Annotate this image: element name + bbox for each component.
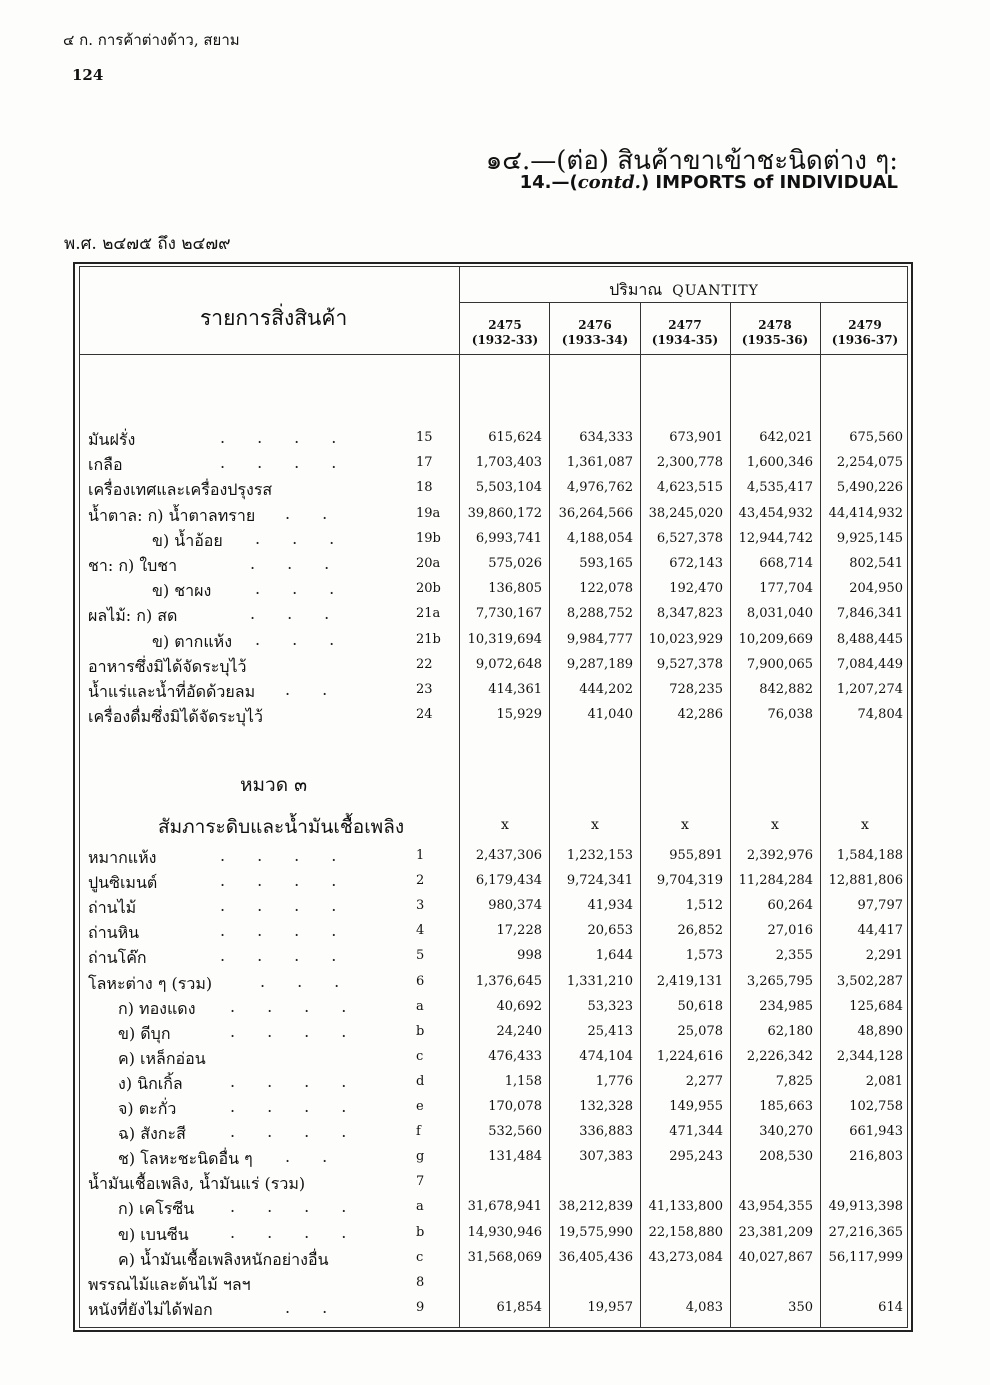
- quantity-cell: 7,084,449: [836, 656, 903, 672]
- leader-dots: . . . .: [230, 1071, 347, 1091]
- row-label: พรรณไม้และต้นไม้ ฯลฯ: [88, 1274, 251, 1294]
- quantity-cell: 6,993,741: [475, 530, 542, 546]
- quantity-cell: 2,392,976: [746, 848, 813, 863]
- quantity-cell: 474,104: [579, 1048, 633, 1064]
- leader-dots: . .: [285, 503, 328, 523]
- quantity-cell: 575,026: [488, 556, 542, 571]
- row-code: 19b: [416, 530, 441, 546]
- row-code: c: [416, 1249, 424, 1265]
- quantity-cell: 43,454,932: [738, 505, 813, 521]
- row-code: d: [416, 1073, 425, 1089]
- quantity-cell: 41,133,800: [648, 1199, 723, 1215]
- quantity-cell: 136,805: [488, 581, 542, 597]
- row-code: 20a: [416, 556, 441, 571]
- quantity-cell: 40,692: [496, 998, 542, 1014]
- row-label: ก) เคโรซีน: [118, 1199, 195, 1219]
- quantity-cell: 2,081: [865, 1073, 903, 1089]
- quantity-cell: 593,165: [579, 556, 633, 571]
- quantity-cell: 3,502,287: [836, 973, 903, 989]
- quantity-cell: 1,376,645: [475, 973, 542, 989]
- row-label: ข) ชาผง: [152, 581, 212, 601]
- quantity-cell: 234,985: [759, 998, 813, 1014]
- quantity-cell: 8,347,823: [656, 606, 723, 622]
- quantity-cell: 998: [517, 948, 542, 964]
- quantity-cell: 10,209,669: [738, 631, 813, 647]
- section-title: สัมภาระดิบและน้ำมันเชื้อเพลิง: [158, 816, 405, 838]
- quantity-cell: 9,527,378: [656, 656, 723, 672]
- quantity-cell: 336,883: [579, 1124, 633, 1140]
- table-row: [0, 428, 990, 453]
- table-row: [0, 1172, 990, 1197]
- quantity-cell: 471,344: [669, 1124, 723, 1140]
- table-row: [0, 579, 990, 604]
- row-label: ถ่านไม้: [88, 898, 137, 918]
- leader-dots: . . . .: [220, 871, 337, 891]
- quantity-cell: 2,291: [865, 948, 903, 964]
- quantity-cell: 672,143: [669, 556, 723, 571]
- table-row: [0, 504, 990, 529]
- quantity-cell: 340,270: [759, 1124, 813, 1140]
- row-label: ข) ดีบุก: [118, 1023, 171, 1043]
- quantity-cell: 5,503,104: [475, 480, 542, 496]
- quantity-cell: 6,179,434: [475, 873, 542, 889]
- table-row: [0, 705, 990, 730]
- quantity-cell: 14,930,946: [467, 1224, 542, 1240]
- row-code: 15: [416, 430, 433, 445]
- quantity-cell: 7,846,341: [836, 606, 903, 622]
- header-rule: [79, 354, 908, 355]
- quantity-cell: 9,704,319: [656, 873, 723, 889]
- quantity-cell: 1,224,616: [656, 1048, 723, 1064]
- quantity-cell: 668,714: [759, 556, 813, 571]
- row-label: ถ่านหิน: [88, 923, 140, 943]
- leader-dots: . . . .: [230, 1122, 347, 1142]
- quantity-cell: 842,882: [759, 682, 813, 697]
- quantity-cell: 444,202: [579, 682, 633, 697]
- quantity-cell: 2,419,131: [656, 973, 723, 989]
- table-row: [0, 921, 990, 946]
- leader-dots: . . .: [255, 528, 335, 548]
- row-label: ช) โลหะชะนิดอื่น ๆ: [118, 1149, 253, 1169]
- row-label: ข) ตากแห้ง: [152, 631, 232, 651]
- leader-dots: . . .: [255, 579, 335, 599]
- quantity-cell: 1,512: [685, 898, 723, 914]
- quantity-cell: 2,226,342: [746, 1048, 813, 1064]
- row-code: e: [416, 1099, 424, 1114]
- row-label: ถ่านโค๊ก: [88, 948, 147, 968]
- quantity-cell: 661,943: [849, 1124, 903, 1140]
- row-label: น้ำแร่และน้ำที่อัดด้วยลม: [88, 682, 256, 701]
- quantity-cell: 17,228: [496, 923, 542, 939]
- table-row: [0, 655, 990, 680]
- row-code: a: [416, 1199, 424, 1215]
- table-row: [0, 478, 990, 503]
- table-row: [0, 630, 990, 655]
- quantity-cell: 1,361,087: [566, 455, 633, 471]
- quantity-cell: 62,180: [767, 1023, 813, 1039]
- quantity-header-thai: ปริมาณ: [609, 280, 663, 299]
- row-label: จ) ตะกั่ว: [118, 1099, 177, 1118]
- title-english-suffix: ) IMPORTS of INDIVIDUAL: [640, 172, 898, 193]
- quantity-cell: 2,254,075: [836, 455, 903, 471]
- quantity-cell: 634,333: [579, 430, 633, 445]
- section-mark: x: [681, 817, 689, 833]
- leader-dots: . . . .: [220, 453, 337, 473]
- quantity-cell: 4,976,762: [566, 480, 633, 496]
- quantity-cell: 414,361: [488, 682, 542, 697]
- row-code: 23: [416, 682, 433, 697]
- table-row: [0, 1122, 990, 1147]
- year-be: 2475: [488, 318, 522, 332]
- quantity-cell: 48,890: [857, 1023, 903, 1039]
- quantity-cell: 7,825: [775, 1073, 813, 1089]
- quantity-cell: 27,016: [767, 923, 813, 939]
- row-label: หนังที่ยังไม่ได้ฟอก: [88, 1299, 213, 1319]
- quantity-cell: 675,560: [849, 430, 903, 445]
- row-code: 17: [416, 455, 433, 471]
- row-code: 21b: [416, 631, 441, 647]
- leader-dots: . . . .: [220, 946, 337, 966]
- leader-dots: . . . .: [220, 896, 337, 916]
- table-row: [0, 1223, 990, 1248]
- section-mark: x: [591, 817, 599, 833]
- row-label: น้ำมันเชื้อเพลิง, น้ำมันแร่ (รวม): [88, 1174, 306, 1194]
- table-row: [0, 680, 990, 705]
- quantity-cell: 673,901: [669, 430, 723, 445]
- quantity-cell: 2,277: [685, 1073, 723, 1089]
- quantity-cell: 9,287,189: [566, 656, 633, 672]
- row-label: มันฝรั่ง: [88, 430, 136, 449]
- row-label: ง) นิกเกิ้ล: [118, 1073, 183, 1093]
- row-label: เครื่องดื่มซึ่งมิได้จัดระบุไว้: [88, 707, 263, 727]
- row-code: b: [416, 1224, 425, 1240]
- quantity-cell: 2,344,128: [836, 1048, 903, 1064]
- quantity-cell: 31,678,941: [467, 1199, 542, 1215]
- row-code: 1: [416, 848, 425, 863]
- quantity-cell: 476,433: [488, 1048, 542, 1064]
- quantity-cell: 1,584,188: [836, 848, 903, 863]
- quantity-cell: 9,724,341: [566, 873, 633, 889]
- leader-dots: . . . .: [220, 846, 337, 865]
- row-label: ผลไม้: ก) สด: [88, 606, 178, 626]
- quantity-cell: 955,891: [669, 848, 723, 863]
- year-ce: (1935-36): [741, 333, 809, 347]
- quantity-cell: 56,117,999: [828, 1249, 903, 1265]
- quantity-cell: 6,527,378: [656, 530, 723, 546]
- title-thai: ๑๔.—(ต่อ) สินค้าขาเข้าชะนิดต่าง ๆ:: [485, 146, 898, 176]
- quantity-cell: 10,319,694: [467, 631, 542, 647]
- row-code: 4: [416, 923, 425, 939]
- quantity-header-english: QUANTITY: [672, 283, 759, 299]
- quantity-cell: 1,600,346: [746, 455, 813, 471]
- row-label: ปูนซิเมนต์: [88, 873, 158, 893]
- leader-dots: . . . .: [230, 1222, 347, 1242]
- year-header: [461, 318, 549, 348]
- quantity-cell: 20,653: [587, 923, 633, 939]
- title-english-italic: contd.: [577, 172, 641, 193]
- quantity-cell: 44,414,932: [828, 505, 903, 521]
- quantity-cell: 15,929: [496, 707, 542, 723]
- table-row: [0, 529, 990, 554]
- quantity-cell: 614: [878, 1299, 903, 1315]
- quantity-header: [460, 278, 908, 303]
- row-label: โลหะต่าง ๆ (รวม): [88, 973, 213, 993]
- quantity-cell: 36,405,436: [558, 1249, 633, 1265]
- quantity-cell: 1,776: [595, 1073, 633, 1089]
- quantity-cell: 2,437,306: [475, 848, 542, 863]
- row-label: เกลือ: [88, 455, 123, 475]
- year-be: 2479: [848, 318, 882, 332]
- leader-dots: . .: [285, 1147, 328, 1167]
- quantity-cell: 12,881,806: [828, 873, 903, 889]
- quantity-cell: 38,245,020: [648, 505, 723, 521]
- quantity-cell: 216,803: [849, 1149, 903, 1165]
- quantity-cell: 204,950: [849, 581, 903, 597]
- year-be: 2476: [578, 318, 612, 332]
- table-row: [0, 946, 990, 971]
- year-ce: (1933-34): [561, 333, 629, 347]
- quantity-cell: 25,078: [677, 1023, 723, 1039]
- row-label: ชา: ก) ใบชา: [88, 556, 178, 575]
- quantity-cell: 170,078: [488, 1099, 542, 1114]
- row-label: ข) น้ำอ้อย: [152, 530, 223, 550]
- quantity-cell: 43,954,355: [738, 1199, 813, 1215]
- leader-dots: . . .: [250, 554, 330, 573]
- year-be: 2478: [758, 318, 792, 332]
- table-row: [0, 1022, 990, 1047]
- quantity-cell: 1,331,210: [566, 973, 633, 989]
- row-code: 2: [416, 873, 425, 889]
- quantity-cell: 1,158: [504, 1073, 542, 1089]
- row-code: 3: [416, 898, 425, 914]
- quantity-cell: 802,541: [849, 556, 903, 571]
- quantity-cell: 1,207,274: [836, 682, 903, 697]
- quantity-cell: 19,957: [587, 1299, 633, 1315]
- page-number: 124: [72, 66, 104, 84]
- quantity-cell: 1,232,153: [566, 848, 633, 863]
- quantity-cell: 2,355: [775, 948, 813, 964]
- section-mark: x: [501, 817, 509, 833]
- row-label: หมากแห้ง: [88, 848, 157, 867]
- items-column-header: รายการสิ่งสินค้า: [200, 306, 348, 330]
- row-code: c: [416, 1048, 424, 1064]
- leader-dots: . . .: [260, 971, 340, 991]
- year-ce: (1934-35): [651, 333, 719, 347]
- quantity-cell: 25,413: [587, 1023, 633, 1039]
- quantity-cell: 76,038: [767, 707, 813, 723]
- quantity-cell: 19,575,990: [558, 1224, 633, 1240]
- quantity-cell: 192,470: [669, 581, 723, 597]
- quantity-cell: 9,072,648: [475, 656, 542, 672]
- quantity-cell: 10,023,929: [648, 631, 723, 647]
- row-label: ก) ทองแดง: [118, 998, 196, 1018]
- row-code: 7: [416, 1174, 425, 1190]
- quantity-cell: 4,623,515: [656, 480, 723, 496]
- quantity-cell: 980,374: [488, 898, 542, 914]
- quantity-cell: 295,243: [669, 1149, 723, 1165]
- row-label: ข) เบนซีน: [118, 1224, 189, 1244]
- quantity-cell: 307,383: [579, 1149, 633, 1165]
- quantity-cell: 26,852: [677, 923, 723, 939]
- quantity-cell: 728,235: [669, 682, 723, 697]
- leader-dots: . . . .: [220, 921, 337, 941]
- leader-dots: . . . .: [230, 1097, 347, 1116]
- year-header: [641, 318, 729, 348]
- quantity-cell: 53,323: [587, 998, 633, 1014]
- row-code: 8: [416, 1274, 425, 1290]
- quantity-cell: 350: [788, 1299, 813, 1315]
- section-mark: x: [861, 817, 869, 833]
- quantity-cell: 177,704: [759, 581, 813, 597]
- section-mark: x: [771, 817, 779, 833]
- running-head: ๔ ก. การค้าต่างด้าว, สยาม: [63, 31, 240, 49]
- year-ce: (1932-33): [471, 333, 539, 347]
- quantity-cell: 532,560: [488, 1124, 542, 1140]
- quantity-cell: 9,925,145: [836, 530, 903, 546]
- row-code: 24: [416, 707, 433, 723]
- leader-dots: . .: [285, 1297, 328, 1317]
- year-header: [821, 318, 909, 348]
- table-row: [0, 1072, 990, 1097]
- table-row: [0, 1197, 990, 1222]
- table-row: [0, 1047, 990, 1072]
- quantity-cell: 8,031,040: [746, 606, 813, 622]
- row-label: เครื่องเทศและเครื่องปรุงรส: [88, 480, 273, 500]
- quantity-cell: 40,027,867: [738, 1249, 813, 1265]
- quantity-cell: 39,860,172: [467, 505, 542, 521]
- quantity-cell: 60,264: [767, 898, 813, 914]
- leader-dots: . . . .: [230, 1197, 347, 1217]
- row-label: ค) เหล็กอ่อน: [118, 1048, 206, 1068]
- quantity-cell: 131,484: [488, 1149, 542, 1165]
- quantity-cell: 122,078: [579, 581, 633, 597]
- quantity-cell: 3,265,795: [746, 973, 813, 989]
- year-be: 2477: [668, 318, 702, 332]
- quantity-cell: 9,984,777: [566, 631, 633, 647]
- quantity-cell: 1,573: [685, 948, 723, 964]
- quantity-cell: 41,040: [587, 707, 633, 723]
- quantity-cell: 24,240: [496, 1023, 542, 1039]
- row-code: b: [416, 1023, 425, 1039]
- quantity-cell: 7,900,065: [746, 656, 813, 672]
- quantity-cell: 149,955: [669, 1099, 723, 1114]
- table-row: [0, 604, 990, 629]
- quantity-cell: 12,944,742: [738, 530, 813, 546]
- section-heading: หมวด ๓: [240, 774, 308, 796]
- quantity-cell: 5,490,226: [836, 480, 903, 496]
- row-code: 22: [416, 656, 433, 672]
- row-label: ค) น้ำมันเชื้อเพลิงหนักอย่างอื่น: [118, 1249, 329, 1269]
- quantity-cell: 97,797: [857, 898, 903, 914]
- quantity-cell: 44,417: [857, 923, 903, 939]
- quantity-cell: 1,644: [595, 948, 633, 964]
- table-row: [0, 997, 990, 1022]
- quantity-cell: 23,381,209: [738, 1224, 813, 1240]
- quantity-cell: 125,684: [849, 998, 903, 1014]
- quantity-cell: 185,663: [759, 1099, 813, 1114]
- title-english-prefix: 14.—(: [519, 172, 578, 193]
- quantity-cell: 11,284,284: [738, 873, 813, 889]
- row-code: 6: [416, 973, 425, 989]
- table-row: [0, 1248, 990, 1273]
- table-row: [0, 1147, 990, 1172]
- quantity-cell: 8,488,445: [836, 631, 903, 647]
- title-english: [520, 172, 898, 193]
- quantity-cell: 43,273,084: [648, 1249, 723, 1265]
- leader-dots: . . .: [255, 629, 335, 649]
- quantity-cell: 38,212,839: [558, 1199, 633, 1215]
- quantity-cell: 74,804: [857, 707, 903, 723]
- quantity-cell: 7,730,167: [475, 606, 542, 622]
- year-ce: (1936-37): [831, 333, 899, 347]
- quantity-cell: 132,328: [579, 1099, 633, 1114]
- row-code: 18: [416, 480, 433, 496]
- quantity-cell: 22,158,880: [648, 1224, 723, 1240]
- quantity-cell: 615,624: [488, 430, 542, 445]
- row-code: g: [416, 1149, 425, 1165]
- row-code: 19a: [416, 505, 441, 521]
- year-header: [551, 318, 639, 348]
- quantity-cell: 102,758: [849, 1099, 903, 1114]
- table-row: [0, 554, 990, 579]
- quantity-cell: 41,934: [587, 898, 633, 914]
- quantity-cell: 42,286: [677, 707, 723, 723]
- quantity-cell: 8,288,752: [566, 606, 633, 622]
- leader-dots: . . . .: [230, 996, 347, 1016]
- row-code: a: [416, 998, 424, 1014]
- table-row: [0, 1273, 990, 1298]
- quantity-cell: 2,300,778: [656, 455, 723, 471]
- table-row: [0, 453, 990, 478]
- row-label: ฉ) สังกะสี: [118, 1124, 186, 1144]
- quantity-cell: 208,530: [759, 1149, 813, 1165]
- row-code: 21a: [416, 606, 441, 622]
- table-row: [0, 846, 990, 871]
- leader-dots: . . . .: [220, 428, 337, 447]
- quantity-cell: 4,083: [685, 1299, 723, 1315]
- row-code: 5: [416, 948, 425, 964]
- quantity-cell: 31,568,069: [467, 1249, 542, 1265]
- row-code: 9: [416, 1299, 425, 1315]
- row-code: 20b: [416, 581, 441, 597]
- quantity-cell: 61,854: [496, 1299, 542, 1315]
- row-label: น้ำตาล: ก) น้ำตาลทราย: [88, 505, 256, 525]
- leader-dots: . .: [285, 680, 328, 699]
- quantity-cell: 642,021: [759, 430, 813, 445]
- quantity-cell: 50,618: [677, 998, 723, 1014]
- quantity-cell: 36,264,566: [558, 505, 633, 521]
- row-label: อาหารซึ่งมิได้จัดระบุไว้: [88, 656, 247, 676]
- table-row: [0, 871, 990, 896]
- table-row: [0, 1298, 990, 1323]
- leader-dots: . . . .: [230, 1021, 347, 1041]
- leader-dots: . . .: [250, 604, 330, 624]
- quantity-cell: 27,216,365: [828, 1224, 903, 1240]
- table-row: [0, 972, 990, 997]
- row-code: f: [416, 1124, 421, 1140]
- table-row: [0, 896, 990, 921]
- quantity-cell: 4,535,417: [746, 480, 813, 496]
- quantity-cell: 49,913,398: [828, 1199, 903, 1215]
- quantity-cell: 4,188,054: [566, 530, 633, 546]
- quantity-cell: 1,703,403: [475, 455, 542, 471]
- period-label: พ.ศ. ๒๔๗๕ ถึง ๒๔๗๙: [64, 234, 231, 254]
- table-row: [0, 1097, 990, 1122]
- year-header: [731, 318, 819, 348]
